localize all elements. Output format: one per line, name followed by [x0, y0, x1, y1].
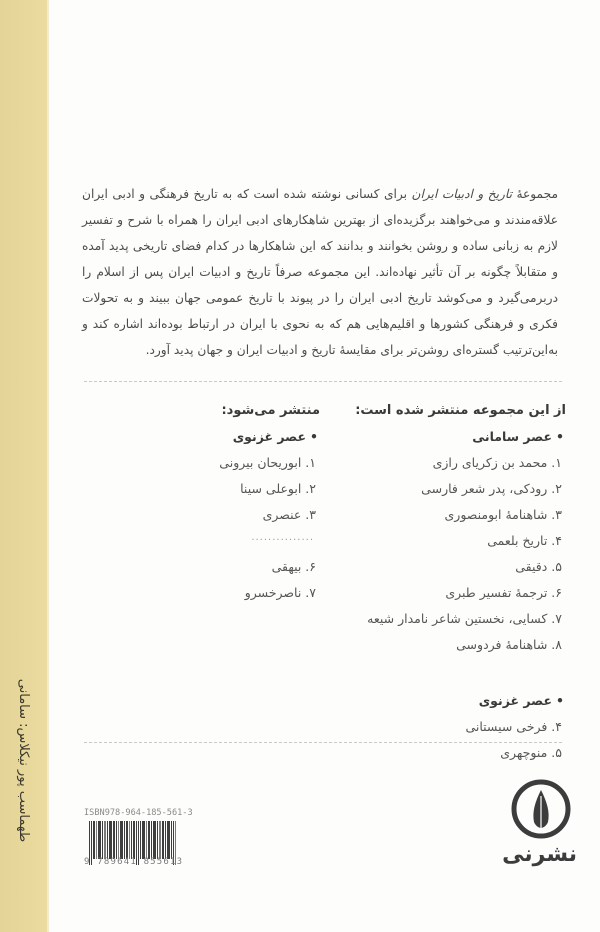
list-item: ۵. دقیقی [515, 559, 562, 574]
list-item: ۷. ناصرخسرو [244, 585, 316, 600]
divider-top [84, 381, 562, 382]
intro-paragraph [82, 181, 558, 363]
group-spacer [330, 658, 566, 688]
published-list [330, 398, 566, 766]
list-item: ۶. بیهقی [271, 559, 316, 574]
list-item: ۶. ترجمهٔ تفسیر طبری [445, 585, 562, 600]
series-title: تاریخ و ادبیات ایران [411, 187, 512, 201]
bullet-icon: • [556, 429, 564, 444]
intro-prefix: مجموعهٔ [511, 187, 558, 201]
list-item: ۷. کسایی، نخستین شاعر نامدار شیعه [367, 611, 562, 626]
published-heading: از این مجموعه منتشر شده است: [355, 403, 566, 418]
list-item: ۳. شاهنامهٔ ابومنصوری [444, 507, 562, 522]
list-item: ۳. عنصری [262, 507, 316, 522]
list-item: ۴. تاریخ بلعمی [487, 533, 562, 548]
list-item: ۲. ابوعلی سینا [240, 481, 316, 496]
leaf-circle-icon [510, 778, 572, 840]
forthcoming-group-ghaznavid: •عصر غزنوی [232, 429, 318, 444]
spine-title [8, 678, 40, 842]
publisher-logo [502, 778, 577, 868]
list-item: ۸. شاهنامهٔ فردوسی [456, 637, 562, 652]
list-item: ۲. رودکی، پدر شعر فارسی [421, 481, 562, 496]
published-group-samanid: •عصر سامانی [472, 429, 564, 444]
bullet-icon: • [556, 693, 564, 708]
barcode-bars [84, 821, 196, 861]
list-item: ۵. منوچهری [500, 745, 562, 760]
intro-body: برای کسانی نوشته شده است که به تاریخ فرهنگی و ادبی ایران علاقه‌مندند و می‌خواهند برگزیده‌ای از بهترین شاهکارهای ادبی ایران را همراه با شرح و تفسیر لازم به زبانی ساده و روشن بخوانند و بدانند که این شاهکارها در کدام فضای تاریخی پدید آمده و متقابلاً چگونه بر آن تأثیر نهاده‌اند. این مجموعه صرفاً تاریخ و ادبیات ایران پس از اسلام را دربرمی‌گیرد و می‌کوشد تاریخ ادبی ایران را در پیوند با تاریخ عمومی جهان ببیند و به تحولات فکری و فرهنگی کشورها و اقلیم‌هایی هم که به نحوی با ایران در ارتباط بوده‌اند اشاره کند و به‌این‌ترتیب گستره‌ای روشن‌تر برای مقایسهٔ تاریخ و ادبیات ایران و جهان پدید آورد. [82, 187, 558, 357]
published-group-ghaznavid: •عصر غزنوی [478, 693, 564, 708]
ellipsis-separator: ............... [251, 532, 314, 543]
isbn-label: ISBN978-964-185-561-3 [84, 808, 193, 818]
list-item: ۴. فرخی سیستانی [465, 719, 562, 734]
isbn-barcode [84, 808, 196, 867]
forthcoming-heading: منتشر می‌شود: [221, 403, 320, 418]
spine-edge [47, 0, 49, 932]
list-item: ۱. محمد بن زکریای رازی [432, 455, 562, 470]
forthcoming-list [150, 398, 320, 606]
publisher-name: نشرنی [502, 842, 577, 867]
bullet-icon: • [310, 429, 318, 444]
list-item: ۱. ابوریحان بیرونی [219, 455, 316, 470]
ean-digits: 9 789641 855613 [84, 857, 184, 867]
divider-bottom [84, 742, 562, 743]
spine-title-text: طهماسب‌ پور نیکلاس: سامانی [16, 678, 32, 842]
